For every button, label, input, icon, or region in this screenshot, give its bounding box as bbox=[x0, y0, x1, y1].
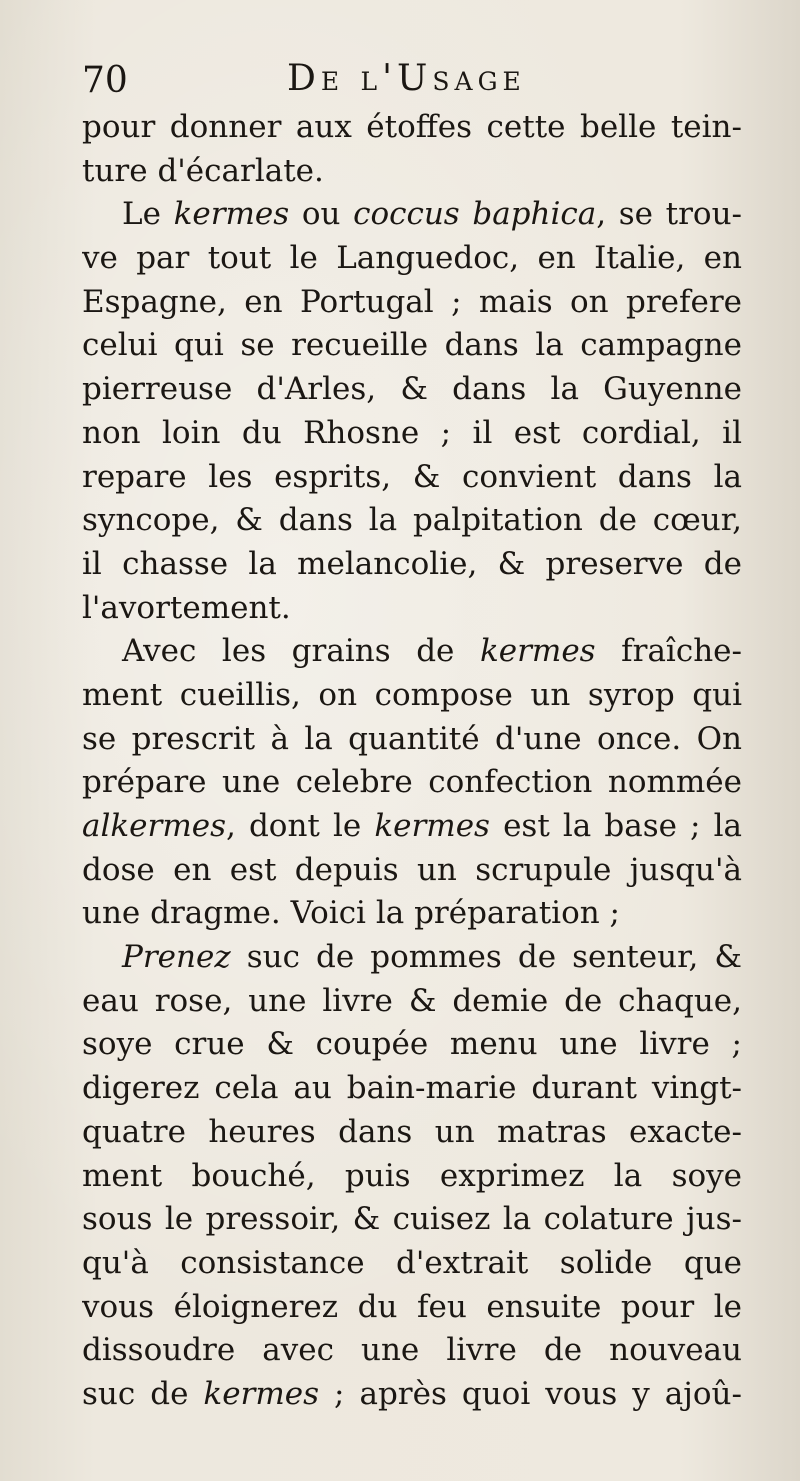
text-line bbox=[82, 368, 742, 412]
text-run: qu'à consistance d'extrait solide que bbox=[82, 1244, 742, 1281]
text-run: Le bbox=[122, 196, 174, 233]
text-run: ment cueillis, on compose un syrop qui bbox=[82, 676, 742, 713]
text-line bbox=[82, 1286, 742, 1330]
text-run: ture d'écarlate. bbox=[82, 152, 324, 189]
text-run: ; après quoi vous y ajoû- bbox=[319, 1375, 742, 1412]
text-line bbox=[82, 193, 742, 237]
page-header bbox=[82, 52, 762, 112]
text-line bbox=[82, 630, 742, 674]
text-line bbox=[82, 936, 742, 980]
text-run: suc de bbox=[82, 1375, 204, 1412]
text-run: digerez cela au bain-marie durant vingt- bbox=[82, 1070, 742, 1107]
text-line bbox=[82, 1023, 742, 1067]
text-line bbox=[82, 805, 742, 849]
text-line bbox=[82, 1067, 742, 1111]
text-run: , se trou- bbox=[596, 196, 742, 233]
text-line bbox=[82, 499, 742, 543]
text-run: pour donner aux étoffes cette belle tein- bbox=[82, 109, 742, 145]
text-line bbox=[82, 849, 742, 893]
text-line bbox=[82, 587, 742, 631]
text-line bbox=[82, 1155, 742, 1199]
text-run: vous éloignerez du feu ensuite pour le bbox=[82, 1288, 742, 1325]
text-line bbox=[82, 892, 742, 936]
italic-term: kermes bbox=[173, 196, 290, 233]
italic-term: coccus baphica bbox=[353, 196, 597, 233]
text-run: Avec les grains de bbox=[122, 633, 480, 670]
text-line bbox=[82, 1329, 742, 1373]
text-run: prépare une celebre confection nommée bbox=[82, 764, 742, 801]
text-line bbox=[82, 106, 742, 150]
italic-term: kermes bbox=[374, 808, 490, 844]
text-line bbox=[82, 1242, 742, 1286]
page-number: 70 bbox=[82, 60, 128, 101]
text-run: dose en est depuis un scrupule jusqu'à bbox=[82, 851, 742, 888]
text-line bbox=[82, 1373, 742, 1417]
italic-term: alkermes bbox=[82, 808, 226, 844]
text-line bbox=[82, 674, 742, 718]
text-run: suc de pommes de senteur, & bbox=[230, 939, 742, 976]
italic-term: Prenez bbox=[122, 939, 231, 976]
text-run: ve par tout le Languedoc, en Italie, en bbox=[82, 240, 742, 277]
italic-term: kermes bbox=[479, 633, 596, 670]
text-run: ment bouché, puis exprimez la soye bbox=[82, 1157, 742, 1194]
text-line bbox=[82, 980, 742, 1024]
text-line bbox=[82, 718, 742, 762]
text-run: ou bbox=[289, 196, 354, 233]
text-run: est la base ; la bbox=[489, 808, 742, 844]
body-text bbox=[82, 106, 742, 1417]
text-run: , dont le bbox=[226, 808, 375, 844]
text-line bbox=[82, 1111, 742, 1155]
running-head: De l'Usage bbox=[287, 58, 526, 99]
text-run: Espagne, en Portugal ; mais on prefere bbox=[82, 283, 742, 320]
text-run: non loin du Rhosne ; il est cordial, il bbox=[82, 414, 742, 451]
text-run: l'avortement. bbox=[82, 589, 291, 626]
text-line bbox=[82, 412, 742, 456]
text-line bbox=[82, 1198, 742, 1242]
text-run: pierreuse d'Arles, & dans la Guyenne bbox=[82, 371, 742, 408]
text-line bbox=[82, 324, 742, 368]
text-line bbox=[82, 281, 742, 325]
text-run: eau rose, une livre & demie de chaque, bbox=[82, 982, 742, 1019]
italic-term: kermes bbox=[203, 1375, 320, 1412]
text-line bbox=[82, 237, 742, 281]
text-run: soye crue & coupée menu une livre ; bbox=[82, 1026, 742, 1063]
text-run: se prescrit à la quantité d'une once. On bbox=[82, 720, 742, 757]
text-run: dissoudre avec une livre de nouveau bbox=[82, 1332, 742, 1369]
text-run: fraîche- bbox=[595, 633, 742, 670]
text-run: il chasse la melancolie, & preserve de bbox=[82, 545, 742, 582]
text-line bbox=[82, 456, 742, 500]
text-line bbox=[82, 150, 742, 194]
text-run: celui qui se recueille dans la campagne bbox=[82, 327, 742, 364]
text-run: quatre heures dans un matras exacte- bbox=[82, 1113, 742, 1150]
text-run: une dragme. Voici la préparation ; bbox=[82, 895, 621, 932]
text-line bbox=[82, 761, 742, 805]
text-line bbox=[82, 543, 742, 587]
text-run: repare les esprits, & convient dans la bbox=[82, 458, 742, 495]
text-run: sous le pressoir, & cuisez la colature jus- bbox=[82, 1201, 742, 1238]
text-run: syncope, & dans la palpitation de cœur, bbox=[82, 502, 742, 539]
